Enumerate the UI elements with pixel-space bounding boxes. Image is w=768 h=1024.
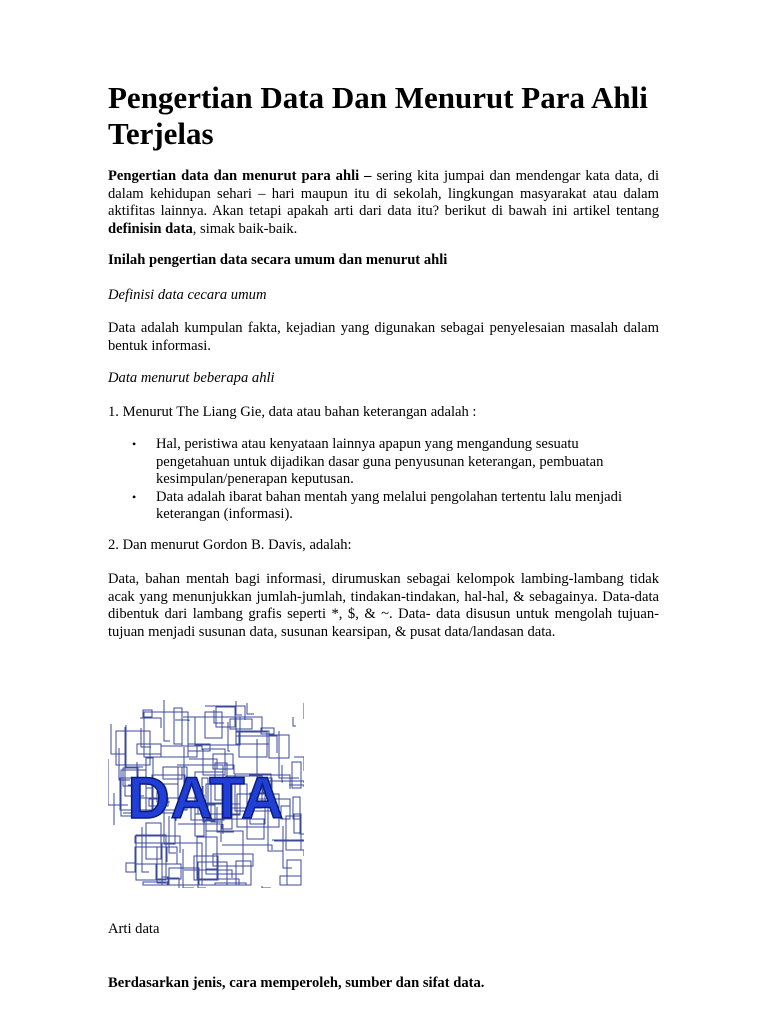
intro-text-2: , simak baik-baik. bbox=[192, 220, 298, 237]
intro-paragraph bbox=[108, 168, 659, 238]
bullet-icon: • bbox=[132, 437, 137, 451]
data-illustration-image bbox=[108, 700, 304, 888]
general-subheading: Definisi data cecara umum bbox=[108, 287, 267, 303]
list-item bbox=[132, 436, 652, 489]
expert-1-bullet-list bbox=[132, 436, 652, 524]
expert-1-intro: 1. Menurut The Liang Gie, data atau bahan keterangan adalah : bbox=[108, 404, 477, 420]
expert-2-paragraph: Data, bahan mentah bagi informasi, dirumuskan sebagai kelompok lambing-lambang tidak acak yang menunjukkan jumlah-jumlah, tindakan-tindakan, hal-hal, & sebagainya. Data-data dibentuk dari lambang grafis seperti *, $, & ~. Data- data disusun untuk mengolah tujuan-tujuan menjadi susunan data, susunan kearsipan, & pusat data/landasan data. bbox=[108, 571, 659, 640]
intro-link-text: definisin data bbox=[108, 220, 193, 237]
general-paragraph: Data adalah kumpulan fakta, kejadian yang digunakan sebagai penyelesaian masalah dalam bentuk informasi. bbox=[108, 320, 659, 354]
list-item bbox=[132, 489, 652, 524]
bullet-text: Data adalah ibarat bahan mentah yang melalui pengolahan tertentu lalu menjadi keterangan (informasi). bbox=[156, 488, 623, 522]
closing-heading: Berdasarkan jenis, cara memperoleh, sumber dan sifat data. bbox=[108, 975, 485, 991]
intro-lead: Pengertian data dan menurut para ahli – bbox=[108, 168, 372, 184]
section-heading: Inilah pengertian data secara umum dan menurut ahli bbox=[108, 252, 448, 268]
article-title: Pengertian Data Dan Menurut Para Ahli Terjelas bbox=[108, 80, 648, 151]
image-caption: Arti data bbox=[108, 920, 160, 937]
experts-subheading: Data menurut beberapa ahli bbox=[108, 370, 275, 386]
expert-2-intro: 2. Dan menurut Gordon B. Davis, adalah: bbox=[108, 537, 352, 553]
bullet-text: Hal, peristiwa atau kenyataan lainnya apapun yang mengandung sesuatu pengetahuan untuk dijadikan dasar guna penyusunan keterangan, pembuatan kesimpulan/penerapan keputusan. bbox=[156, 436, 604, 487]
bullet-icon: • bbox=[132, 489, 137, 504]
intro-text-1: sering kita jumpai dan mendengar kata data, di dalam kehidupan sehari – hari maupun itu di sekolah, lingkungan masyarakat atau dalam aktifitas lainnya. Akan tetapi apakah arti dari data itu? berikut di bawah ini artikel tentang bbox=[108, 168, 659, 219]
data-image-word: DATA bbox=[127, 766, 285, 831]
